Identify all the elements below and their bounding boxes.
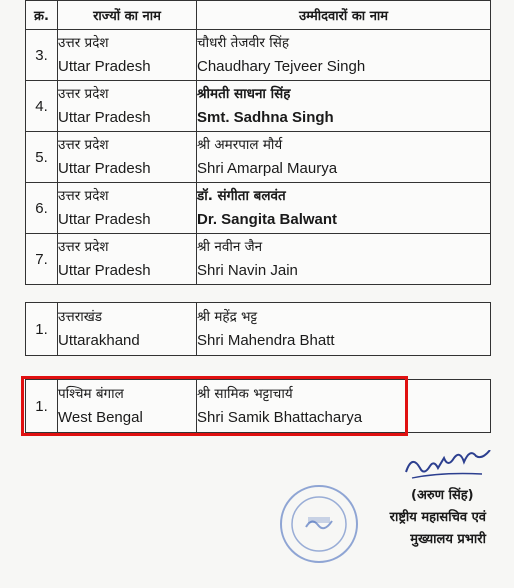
state-english: Uttar Pradesh (58, 211, 151, 228)
candidate-english: Dr. Sangita Balwant (197, 211, 338, 228)
candidates-table-up (25, 0, 491, 285)
state-hindi: उत्तर प्रदेश (58, 35, 109, 51)
candidate-english: Shri Navin Jain (197, 262, 298, 279)
candidate-hindi: श्रीमती साधना सिंह (197, 86, 291, 102)
candidate-hindi: डॉ. संगीता बलवंत (197, 188, 286, 204)
table-row (26, 234, 491, 285)
state-cell (58, 183, 197, 234)
table-row (26, 30, 491, 81)
state-hindi: उत्तराखंड (58, 309, 103, 325)
candidate-english: Chaudhary Tejveer Singh (197, 58, 366, 75)
candidate-cell (197, 183, 491, 234)
state-hindi: उत्तर प्रदेश (58, 188, 109, 204)
row-serial: 6. (26, 183, 58, 234)
candidate-hindi: चौधरी तेजवीर सिंह (197, 35, 289, 51)
state-cell (58, 132, 197, 183)
table-header-row (26, 1, 491, 30)
state-english: West Bengal (58, 409, 143, 426)
candidate-hindi: श्री नवीन जैन (197, 239, 263, 255)
state-cell (58, 81, 197, 132)
candidate-cell (197, 132, 491, 183)
header-state: राज्यों का नाम (58, 1, 197, 30)
header-candidate: उम्मीदवारों का नाम (197, 1, 491, 30)
state-hindi: पश्चिम बंगाल (58, 386, 124, 402)
candidate-cell (197, 303, 491, 356)
state-english: Uttar Pradesh (58, 109, 151, 126)
state-cell (58, 303, 197, 356)
state-hindi: उत्तर प्रदेश (58, 86, 109, 102)
state-cell (58, 30, 197, 81)
table-row (26, 183, 491, 234)
table-row (26, 303, 491, 356)
candidate-english: Smt. Sadhna Singh (197, 109, 334, 126)
row-serial: 4. (26, 81, 58, 132)
state-cell (58, 234, 197, 285)
candidate-english: Shri Amarpal Maurya (197, 160, 338, 177)
red-highlight-box (21, 376, 408, 436)
row-serial: 3. (26, 30, 58, 81)
candidate-hindi: श्री महेंद्र भट्ट (197, 309, 258, 325)
candidate-cell (197, 234, 491, 285)
state-hindi: उत्तर प्रदेश (58, 137, 109, 153)
candidate-cell (197, 81, 491, 132)
candidate-english: Shri Mahendra Bhatt (197, 332, 335, 349)
row-serial: 5. (26, 132, 58, 183)
state-english: Uttar Pradesh (58, 58, 151, 75)
table-row (26, 81, 491, 132)
state-english: Uttar Pradesh (58, 160, 151, 177)
designation-line-2: मुख्यालय प्रभारी (410, 532, 486, 547)
designation (356, 507, 486, 551)
state-english: Uttarakhand (58, 332, 140, 349)
state-hindi: उत्तर प्रदेश (58, 239, 109, 255)
office-stamp (278, 483, 360, 570)
signatory-name: (अरुण सिंह) (411, 488, 474, 503)
row-serial: 1. (26, 380, 58, 433)
row-serial: 1. (26, 303, 58, 356)
candidate-hindi: श्री अमरपाल मौर्य (197, 137, 283, 153)
table-row (26, 132, 491, 183)
candidate-english: Shri Samik Bhattacharya (197, 409, 363, 426)
candidate-hindi: श्री सामिक भट्टाचार्य (197, 386, 293, 402)
candidate-cell (197, 30, 491, 81)
state-english: Uttar Pradesh (58, 262, 151, 279)
designation-line-1: राष्ट्रीय महासचिव एवं (389, 510, 486, 525)
row-serial: 7. (26, 234, 58, 285)
candidates-table-uttarakhand (25, 302, 491, 356)
header-serial: क्र. (26, 1, 58, 30)
